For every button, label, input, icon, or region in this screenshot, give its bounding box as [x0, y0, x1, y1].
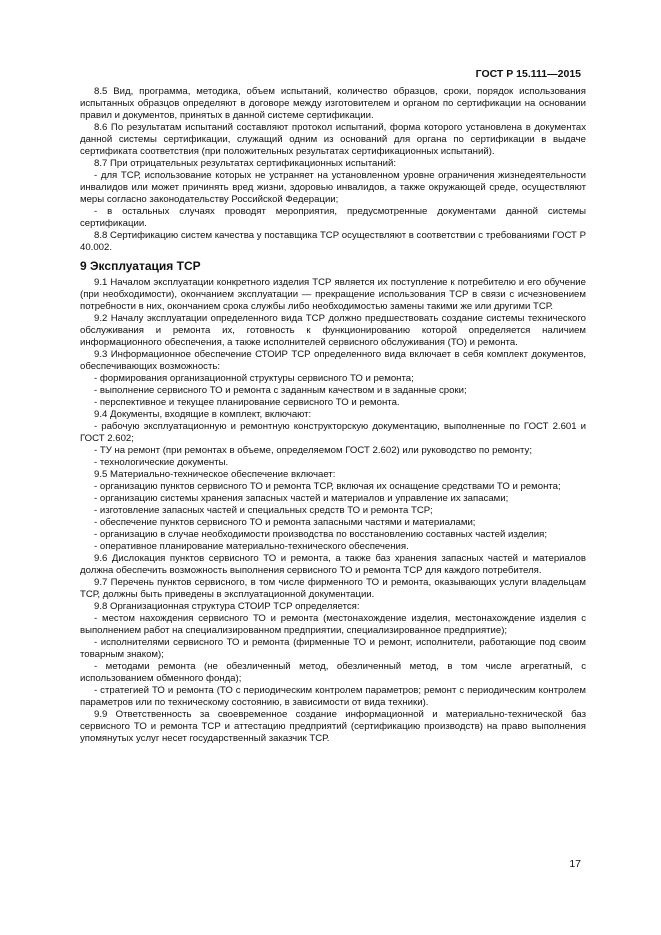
paragraph: - обеспечение пунктов сервисного ТО и ремонта запасными частями и материалами;	[94, 517, 476, 528]
paragraph: - стратегией ТО и ремонта (ТО с периодическим контролем параметров; ремонт с периодическим контролем параметров или по техническому состоянию, в зависимости от вида техники).	[80, 685, 586, 708]
paragraph: 8.5 Вид, программа, методика, объем испытаний, количество образцов, сроки, порядок использования испытанных образцов определяют в договоре между изготовителем и органом по сертификации на основании правил и документов, принятых в данной системе сертификации.	[80, 86, 586, 121]
paragraph: 9.8 Организационная структура СТОИР ТСР определяется:	[94, 601, 360, 612]
paragraph: - рабочую эксплуатационную и ремонтную конструкторскую документацию, выполненные по ГОСТ 2.601 и ГОСТ 2.602;	[80, 421, 586, 444]
paragraph: - технологические документы.	[94, 457, 229, 468]
paragraph: 9.4 Документы, входящие в комплект, включают:	[94, 409, 312, 420]
paragraph: 9.9 Ответственность за своевременное создание информационной и материально-технической баз сервисного ТО и ремонта ТСР и аттестацию предприятий (сертификацию производств) на право выполнения упомянутых услуг несет государственный заказчик ТСР.	[80, 709, 586, 744]
paragraph: - для ТСР, использование которых не устраняет на установленном уровне ограничения жизнедеятельности инвалидов или может причинять вред жизни, здоровью инвалидов, а также окружающей среде, осуществляют меры согласно законодательству Российской Федерации;	[80, 170, 586, 205]
paragraph: - методами ремонта (не обезличенный метод, обезличенный метод, в том числе агрегатный, с использованием обменного фонда);	[80, 661, 586, 684]
document-body	[80, 86, 586, 745]
paragraph: 9.1 Началом эксплуатации конкретного изделия ТСР является их поступление к потребителю и его обучение (при необходимости), окончанием эксплуатации — прекращение использования ТСР в связи с исчезновением потребности в них, окончанием срока службы либо необходимостью замены такими же или другими ТСР.	[80, 277, 586, 312]
paragraph: - организацию пунктов сервисного ТО и ремонта ТСР, включая их оснащение средствами ТО и ремонта;	[94, 481, 561, 492]
paragraph: 9.6 Дислокация пунктов сервисного ТО и ремонта, а также баз хранения запасных частей и материалов должна обеспечить возможность выполнения сервисного ТО и ремонта ТСР для каждого потребителя.	[80, 553, 586, 576]
paragraph: - исполнителями сервисного ТО и ремонта (фирменные ТО и ремонт, исполнители, работающие под своим товарным знаком);	[80, 637, 586, 660]
paragraph: 8.8 Сертификацию систем качества у поставщика ТСР осуществляют в соответствии с требованиями ГОСТ Р 40.002.	[80, 230, 586, 253]
paragraph: 8.6 По результатам испытаний составляют протокол испытаний, форма которого установлена в документах данной системы сертификации, служащий одним из оснований для органа по сертификации в выдаче сертификата соответствия (при положительных результатах сертификационных испытаний).	[80, 122, 586, 157]
paragraph: - изготовление запасных частей и специальных средств ТО и ремонта ТСР;	[94, 505, 433, 516]
paragraph: - ТУ на ремонт (при ремонтах в объеме, определяемом ГОСТ 2.602) или руководство по ремонту;	[94, 445, 532, 456]
paragraph: - в остальных случаях проводят мероприятия, предусмотренные документами данной системы сертификации.	[80, 206, 586, 229]
paragraph: 9.7 Перечень пунктов сервисного, в том числе фирменного ТО и ремонта, оказывающих услуги владельцам ТСР, должны быть приведены в эксплуатационной документации.	[80, 577, 586, 600]
paragraph: 9.2 Началу эксплуатации определенного вида ТСР должно предшествовать создание системы технического обслуживания и ремонта их, готовность к функционированию которой определяется наличием информационного обеспечения, а также исполнителей сервисного обслуживания (ТО) и ремонта.	[80, 313, 586, 348]
paragraph: 8.7 При отрицательных результатах сертификационных испытаний:	[94, 158, 397, 169]
paragraph: - оперативное планирование материально-технического обеспечения.	[94, 541, 409, 552]
paragraph: - формирования организационной структуры сервисного ТО и ремонта;	[94, 373, 414, 384]
paragraph: - выполнение сервисного ТО и ремонта с заданным качеством и в заданные сроки;	[94, 385, 467, 396]
paragraph: - местом нахождения сервисного ТО и ремонта (местонахождение изделия, местонахождение изделия с выполнением работ на специализированном предприятии, специализированное предприятие);	[80, 613, 586, 636]
section-heading: 9 Эксплуатация ТСР	[80, 259, 201, 273]
paragraph: 9.3 Информационное обеспечение СТОИР ТСР определенного вида включает в себя комплект документов, обеспечивающих возможность:	[80, 349, 586, 372]
paragraph: - перспективное и текущее планирование сервисного ТО и ремонта.	[94, 397, 400, 408]
paragraph: 9.5 Материально-техническое обеспечение включает:	[94, 469, 336, 480]
page-number: 17	[569, 858, 581, 870]
paragraph: - организацию системы хранения запасных частей и материалов и управление их запасами;	[94, 493, 509, 504]
document-id-header: ГОСТ Р 15.111—2015	[475, 68, 581, 80]
paragraph: - организацию в случае необходимости производства по восстановлению составных частей изделия;	[94, 529, 547, 540]
